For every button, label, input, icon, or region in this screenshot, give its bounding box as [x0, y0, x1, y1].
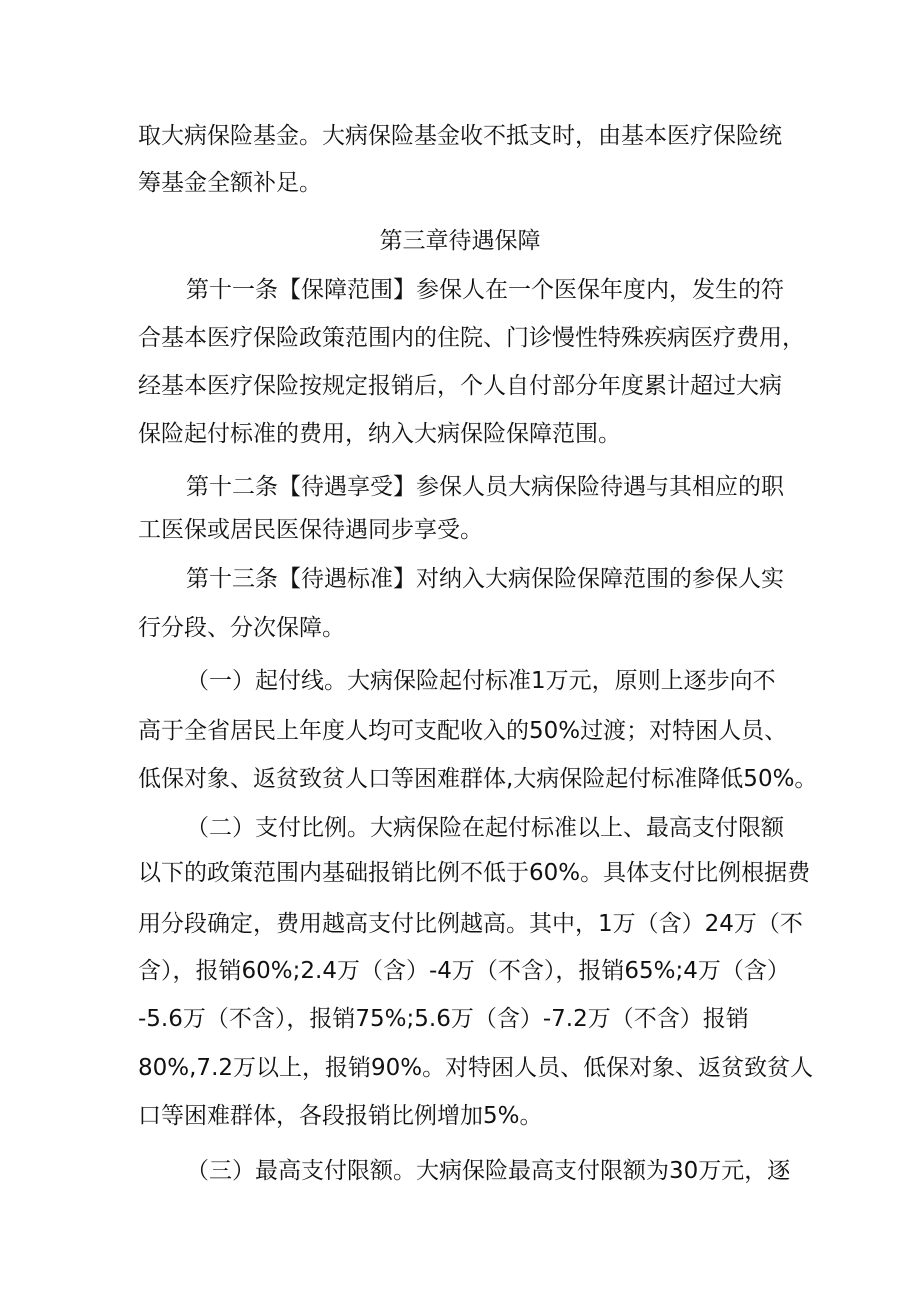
- text-line: 用分段确定，费用越高支付比例越高。其中，1万（含）24万（不: [138, 911, 803, 937]
- text-line: 筹基金全额补足。: [138, 170, 322, 196]
- text-line: 80%,7.2万以上，报销90%。对特困人员、低保对象、返贫致贫人: [138, 1055, 814, 1081]
- text-line: 口等困难群体，各段报销比例增加5%。: [138, 1103, 543, 1129]
- text-line: 第十二条【待遇享受】参保人员大病保险待遇与其相应的职: [186, 474, 784, 500]
- chapter-title: 第三章待遇保障: [379, 228, 541, 254]
- text-line: 第十三条【待遇标准】对纳入大病保险保障范围的参保人实: [186, 566, 784, 592]
- text-line: 合基本医疗保险政策范围内的住院、门诊慢性特殊疾病医疗费用，: [138, 325, 805, 351]
- text-line: （一）起付线。大病保险起付标准1万元，原则上逐步向不: [186, 668, 776, 694]
- text-line: 经基本医疗保险按规定报销后，个人自付部分年度累计超过大病: [138, 373, 782, 399]
- text-line: 以下的政策范围内基础报销比例不低于60%。具体支付比例根据费: [138, 860, 811, 886]
- text-line: （二）支付比例。大病保险在起付标准以上、最高支付限额: [186, 815, 784, 841]
- text-line: 行分段、分次保障。: [138, 615, 345, 641]
- text-line: 取大病保险基金。大病保险基金收不抵支时，由基本医疗保险统: [138, 123, 782, 149]
- text-line: 低保对象、返贫致贫人口等困难群体,大病保险起付标准降低50%。: [138, 766, 818, 792]
- text-line: -5.6万（不含），报销75%;5.6万（含）-7.2万（不含）报销: [138, 1006, 749, 1032]
- text-line: 第十一条【保障范围】参保人在一个医保年度内，发生的符: [186, 277, 784, 303]
- text-line: 高于全省居民上年度人均可支配收入的50%过渡；对特困人员、: [138, 718, 788, 744]
- text-line: 含），报销60%;2.4万（含）-4万（不含），报销65%;4万（含）: [138, 958, 790, 984]
- text-line: （三）最高支付限额。大病保险最高支付限额为30万元，逐: [186, 1158, 791, 1184]
- text-line: 工医保或居民医保待遇同步享受。: [138, 517, 483, 543]
- text-line: 保险起付标准的费用，纳入大病保险保障范围。: [138, 421, 621, 447]
